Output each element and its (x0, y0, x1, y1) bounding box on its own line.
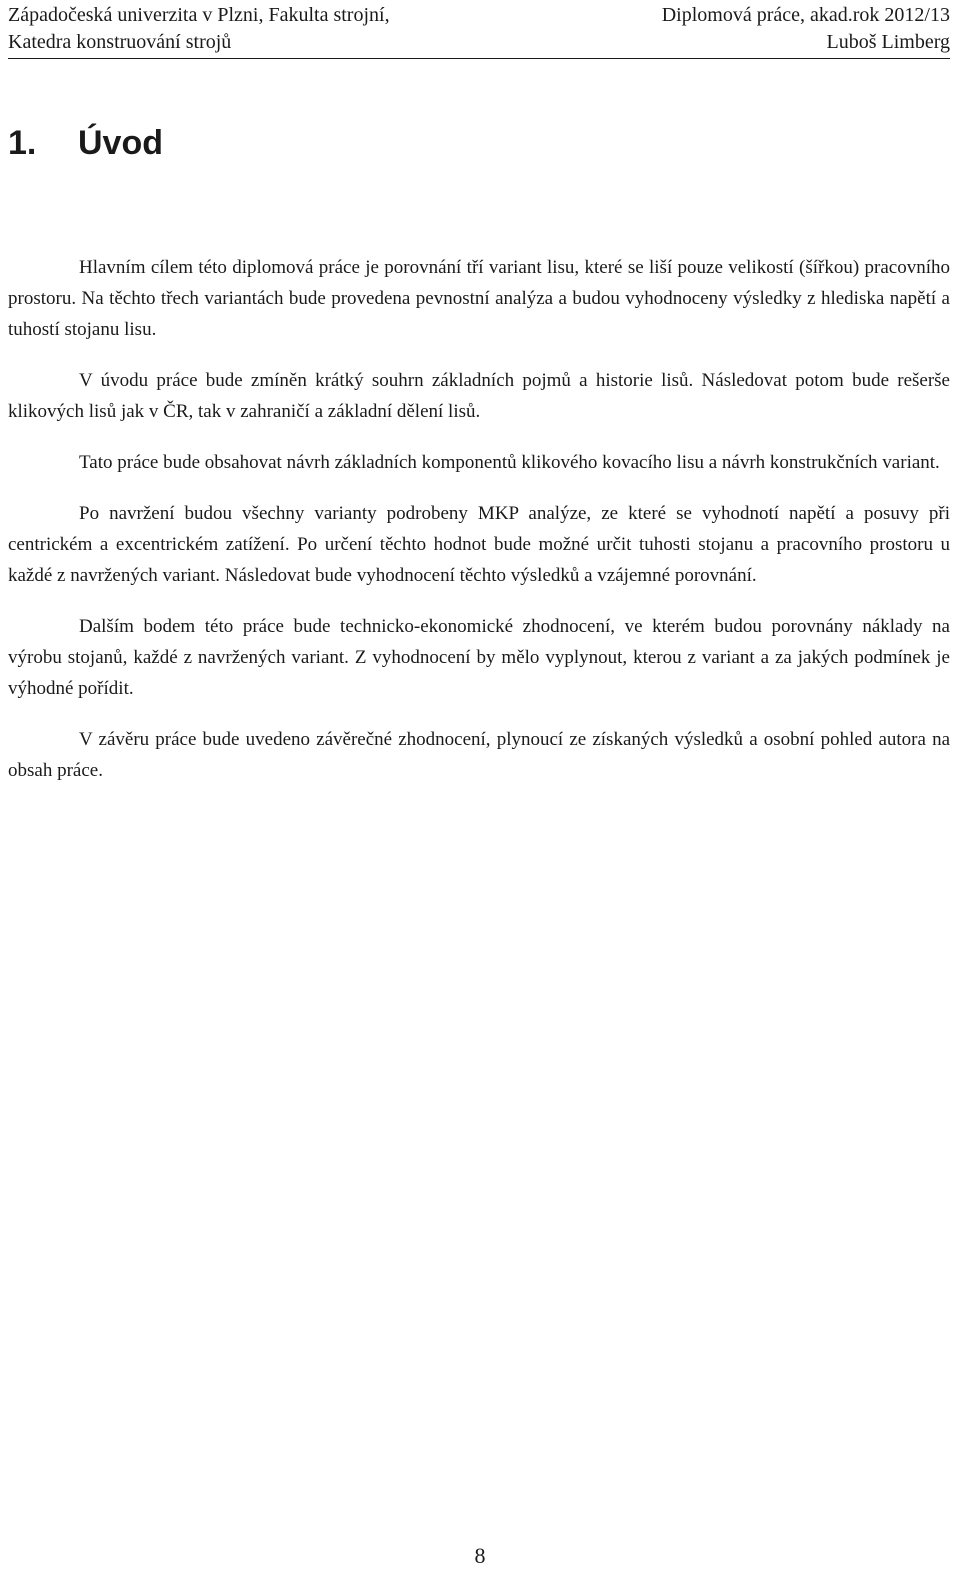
header-department: Katedra konstruování strojů (8, 31, 232, 53)
header-thesis-info: Diplomová práce, akad.rok 2012/13 (661, 4, 950, 26)
paragraph-conclusion: V závěru práce bude uvedeno závěrečné zhodnocení, plynoucí ze získaných výsledků a osobní pohled autora na obsah práce. (8, 729, 950, 781)
header-author: Luboš Limberg (826, 31, 950, 53)
chapter-title: Úvod (78, 124, 163, 162)
chapter-number: 1. (8, 124, 37, 162)
paragraph-design: Tato práce bude obsahovat návrh základních komponentů klikového kovacího lisu a návrh konstrukčních variant. (79, 452, 940, 473)
paragraph-goal: Hlavním cílem této diplomová práce je porovnání tří variant lisu, které se liší pouze velikostí (šířkou) pracovního prostoru. Na těchto třech variantách bude provedena pevnostní analýza a budou vyhodnoceny výsledky z hlediska napětí a tuhostí stojanu lisu. (8, 257, 950, 340)
paragraph-economics: Dalším bodem této práce bude technicko-ekonomické zhodnocení, ve kterém budou porovnány náklady na výrobu stojanů, každé z navržených variant. Z vyhodnocení by mělo vyplynout, kterou z variant a za jakých podmínek je výhodné pořídit. (8, 616, 950, 699)
chapter-heading (8, 120, 163, 166)
header-institution: Západočeská univerzita v Plzni, Fakulta strojní, (8, 4, 390, 26)
header-divider (8, 58, 950, 59)
paragraph-intro-outline: V úvodu práce bude zmíněn krátký souhrn základních pojmů a historie lisů. Následovat potom bude rešerše klikových lisů jak v ČR, tak v zahraničí a základní dělení lisů. (8, 370, 950, 422)
chapter-body (8, 252, 950, 806)
page-header (8, 2, 950, 56)
header-row-bottom (8, 29, 950, 56)
page-number: 8 (474, 1543, 486, 1568)
paragraph-fem-analysis: Po navržení budou všechny varianty podrobeny MKP analýze, ze které se vyhodnotí napětí a posuvy při centrickém a excentrickém zatížení. Po určení těchto hodnot bude možné určit tuhosti stojanu a pracovního prostoru u každé z navržených variant. Následovat bude vyhodnocení těchto výsledků a vzájemné porovnání. (8, 503, 950, 586)
header-row-top (8, 2, 950, 29)
